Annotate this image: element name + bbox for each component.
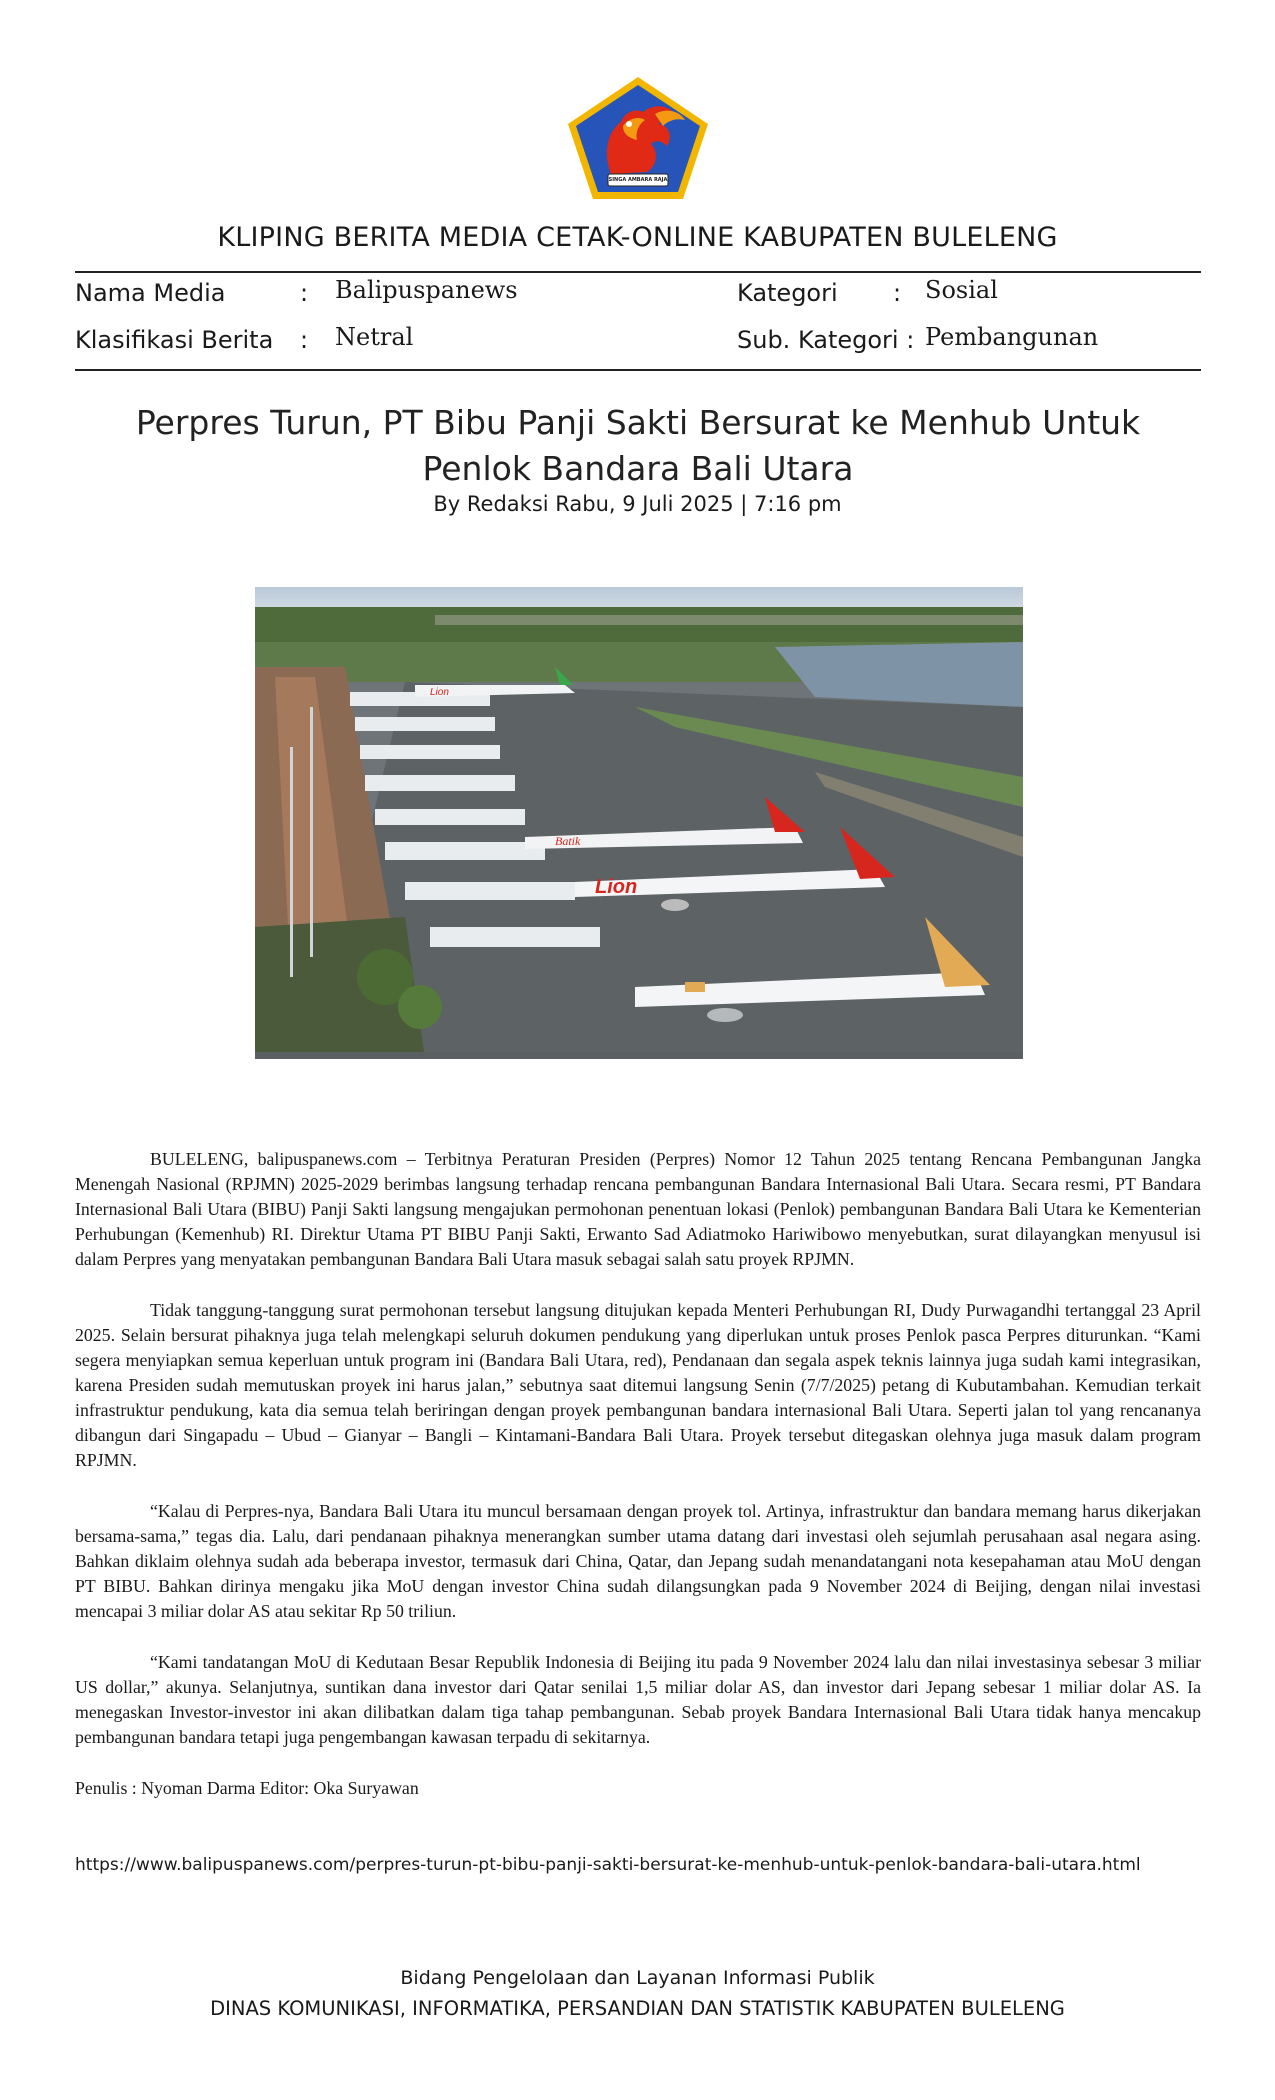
meta-row-1	[75, 276, 1201, 313]
article-headline: Perpres Turun, PT Bibu Panji Sakti Bersurat ke Menhub Untuk Penlok Bandara Bali Utara	[135, 403, 1141, 488]
media-label: Nama Media	[75, 279, 226, 307]
header-rule-top	[75, 271, 1201, 273]
subkategori-value: Pembangunan	[925, 323, 1099, 351]
svg-text:Lion: Lion	[430, 687, 449, 698]
klasifikasi-label: Klasifikasi Berita	[75, 326, 274, 354]
article-paragraph: BULELENG, balipuspanews.com – Terbitnya Peraturan Presiden (Perpres) Nomor 12 Tahun 2025 tentang Rencana Pembangunan Jangka Menengah Nasional (RPJMN) 2025-2029 berimbas langsung terhadap rencana pembangunan Bandara Internasional Bali Utara. Secara resmi, PT Bandara Internasional Bali Utara (BIBU) Panji Sakti langsung mengajukan permohonan penentuan lokasi (Penlok) pembangunan Bandara Bali Utara ke Kementerian Perhubungan (Kemenhub) RI. Direktur Utama PT BIBU Panji Sakti, Erwanto Sad Adiatmoko Hariwibowo menyebutkan, surat dilayangkan menyusul isi dalam Perpres yang menyatakan pembangunan Bandara Bali Utara masuk sebagai salah satu proyek RPJMN.	[75, 1149, 1201, 1269]
footer-department: Bidang Pengelolaan dan Layanan Informasi Publik	[400, 1967, 875, 1989]
article-credits: Penulis : Nyoman Darma Editor: Oka Suryawan	[75, 1778, 419, 1798]
media-colon: :	[300, 279, 309, 307]
svg-text:Lion: Lion	[595, 876, 638, 898]
singa-ambara-raja-emblem-icon	[563, 74, 713, 202]
article-paragraph: Tidak tanggung-tanggung surat permohonan tersebut langsung ditujukan kepada Menteri Perhubungan RI, Dudy Purwagandhi tertanggal 23 April 2025. Selain bersurat pihaknya juga telah melengkapi seluruh dokumen pendukung yang diperlukan untuk proses Penlok pasca Perpres diturunkan. “Kami segera menyiapkan semua keperluan untuk program ini (Bandara Bali Utara, red), Pendanaan dan segala aspek teknis lainnya juga sudah kami integrasikan, karena Presiden sudah memutuskan proyek ini harus jalan,” sebutnya saat ditemui langsung Senin (7/7/2025) petang di Kubutambahan. Kemudian terkait infrastruktur pendukung, kata dia semua telah beriringan dengan proyek pembangunan bandara internasional Bali Utara. Seperti jalan tol yang rencananya dibangun dari Singapadu – Ubud – Gianyar – Bangli – Kintamani-Bandara Bali Utara. Proyek tersebut ditegaskan olehnya juga masuk dalam program RPJMN.	[75, 1300, 1201, 1470]
article-paragraph: “Kami tandatangan MoU di Kedutaan Besar Republik Indonesia di Beijing itu pada 9 November 2024 lalu dan nilai investasinya sebesar 3 miliar US dollar,” akunya. Selanjutnya, suntikan dana investor dari Qatar senilai 1,5 miliar dolar AS, dan investor dari Jepang sebesar 1 miliar dolar AS. Ia menegaskan Investor-investor ini akan dilibatkan dalam tiga tahap pembangunan. Sebab proyek Bandara Internasional Bali Utara tidak hanya mencakup pembangunan bandara tetapi juga pengembangan kawasan terpadu di sekitarnya.	[75, 1652, 1201, 1747]
article-source-link[interactable]: https://www.balipuspanews.com/perpres-turun-pt-bibu-panji-sakti-bersurat-ke-menhub-untuk-penlok-bandara-bali-utara.html	[75, 1855, 1141, 1875]
footer-agency: DINAS KOMUNIKASI, INFORMATIKA, PERSANDIAN DAN STATISTIK KABUPATEN BULELENG	[210, 1997, 1065, 2020]
article-byline: By Redaksi Rabu, 9 Juli 2025 | 7:16 pm	[433, 492, 842, 516]
kategori-colon: :	[893, 279, 902, 307]
subkategori-label: Sub. Kategori :	[737, 326, 915, 354]
meta-row-2	[75, 323, 1201, 360]
article-paragraph: “Kalau di Perpres-nya, Bandara Bali Utara itu muncul bersamaan dengan proyek tol. Artinya, infrastruktur dan bandara memang harus dikerjakan bersama-sama,” tegas dia. Lalu, dari pendanaan pihaknya menerangkan sumber utama datang dari investasi oleh sejumlah perusahaan asal negara asing. Bahkan diklaim olehnya sudah ada beberapa investor, termasuk dari China, Qatar, dan Jepang sudah menandatangani nota kesepahaman atau MoU dengan PT BIBU. Bahkan dirinya mengaku jika MoU dengan investor China sudah dilangsungkan pada 9 November 2024 di Beijing, dengan nilai investasi mencapai 3 miliar dolar AS atau sekitar Rp 50 triliun.	[75, 1501, 1201, 1621]
svg-text:Batik: Batik	[555, 834, 581, 848]
header-title: KLIPING BERITA MEDIA CETAK-ONLINE KABUPATEN BULELENG	[217, 222, 1058, 253]
klasifikasi-value: Netral	[335, 323, 414, 351]
logo-motto: SINGA AMBARA RAJA	[608, 177, 668, 183]
kategori-value: Sosial	[925, 276, 998, 304]
kategori-label: Kategori	[737, 279, 838, 307]
airport-apron-photo	[255, 587, 1023, 1059]
article-body	[75, 1147, 1201, 1827]
header-rule-bottom	[75, 369, 1201, 371]
klasifikasi-colon: :	[300, 326, 309, 354]
media-value: Balipuspanews	[335, 276, 518, 304]
